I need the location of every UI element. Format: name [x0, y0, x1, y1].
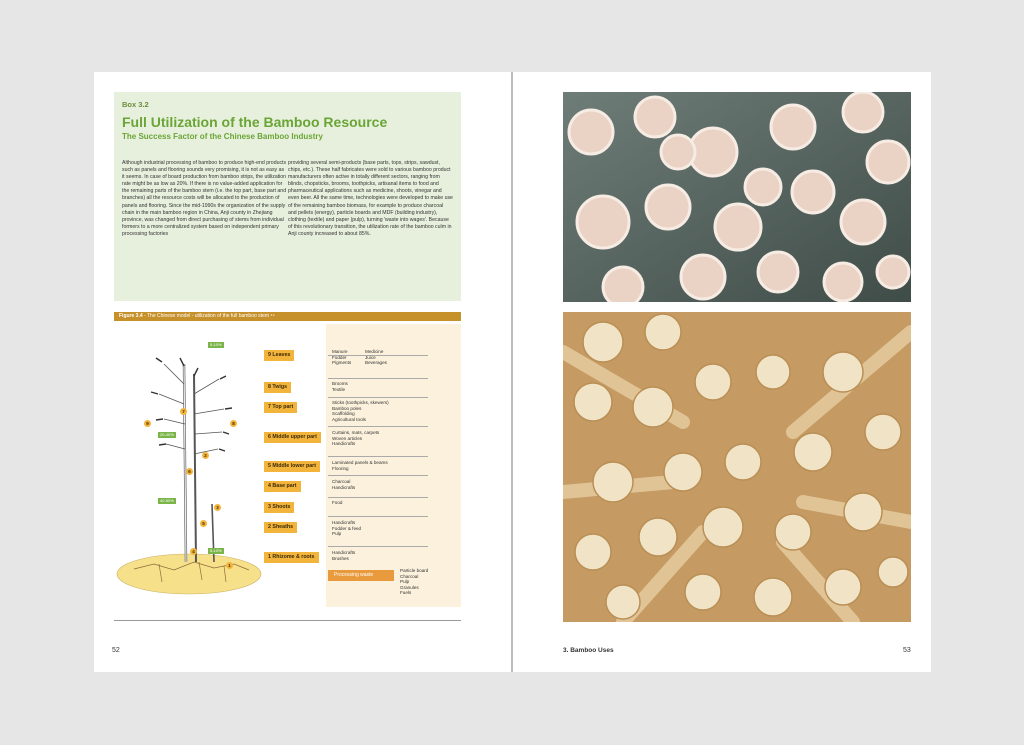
part-number: 3 — [214, 504, 221, 511]
part-number: 2 — [202, 452, 209, 459]
photo-bamboo-culm-ends — [563, 92, 911, 302]
category-base-part: 4 Base part — [264, 481, 301, 492]
box-text-column-2: providing several semi-products (base parts, tops, strips, sawdust, chips, etc.). These half fabricates were sold to various bamboo product manufacturers often active in totally different sectors, ranging from blinds, chopsticks, brooms, toothpicks, artisanal items to food and pharmaceutical applications such as medicine, shoots, vinegar and even beer. All the same time, technologies were developed to make use of the remaining bamboo biomass, for example to produce charcoal and pellets (energy), particle boards and MDF (building industry), clothing (textile) and paper (pulp), turning 'waste into wages'. Because of this revolutionary transition, the utilization rate of the bamboo culm in Anji county increased to about 85%. — [288, 160, 453, 237]
category-middle-lower: 5 Middle lower part — [264, 461, 320, 472]
percentage-label: 5-10% — [210, 342, 222, 347]
box-title: Full Utilization of the Bamboo Resource — [122, 114, 388, 130]
left-page — [94, 72, 511, 672]
part-number: 6 — [186, 468, 193, 475]
running-footer: 3. Bamboo Uses — [563, 647, 614, 654]
category-top-part: 7 Top part — [264, 402, 297, 413]
uses-middle-lower: Laminated panels & beams Flooring — [332, 460, 388, 471]
box-subtitle: The Success Factor of the Chinese Bamboo Industry — [122, 132, 323, 141]
branches — [159, 364, 224, 454]
page-number-right: 53 — [903, 647, 911, 654]
box-label: Box 3.2 — [122, 100, 149, 109]
uses-top-part: Sticks (toothpicks, skewers) Bamboo poles Scaffolding Agricultural tools — [332, 400, 389, 422]
percentage-label: 40-50% — [160, 498, 174, 503]
divider — [328, 456, 428, 457]
category-rhizome: 1 Rhizome & roots — [264, 552, 319, 563]
figure-bamboo-utilization — [114, 324, 461, 619]
part-number: 1 — [226, 562, 233, 569]
uses-middle-upper: Curtains, mats, carpets Woven articles Handicrafts — [332, 430, 380, 447]
percentage-label: 20-40% — [160, 432, 174, 437]
processing-waste-label: Processing waste — [328, 570, 394, 581]
right-page — [513, 72, 931, 672]
category-leaves: 9 Leaves — [264, 350, 294, 361]
divider — [328, 426, 428, 427]
processing-waste-uses: Particle board Charcoal Pulp Granules Fuels — [400, 568, 429, 596]
percentage-label: 5-10% — [210, 548, 222, 553]
divider — [328, 397, 428, 398]
box-text-column-1: Although industrial processing of bamboo to produce high-end products such as panels and flooring sounds very promising, it is not as easy as it seems. In case of board production from bamboo strips, the utilization rate might be as low as 20%. If there is no value-added application for the remaining parts of the bamboo stem (i.e. the top part, base part and branches) all the resource costs will be allocated to the production of panels and flooring. Since the mid-1990s the organization of the supply chain in the main bamboo region in China, Anji county in Zhejiang province, was changed from direct purchasing of stems from individual formers to a more centralized system based on independent primary processing factories — [122, 160, 287, 237]
category-middle-upper: 6 Middle upper part — [264, 432, 321, 443]
uses-shoots: Food — [332, 500, 343, 505]
part-number: 7 — [180, 408, 187, 415]
category-shoots: 3 Shoots — [264, 502, 294, 513]
second-culm — [194, 374, 196, 562]
figure-label: Figure 3.4 — [119, 313, 143, 319]
figure-header — [114, 312, 461, 321]
category-sheaths: 2 Sheaths — [264, 522, 297, 533]
divider — [328, 497, 428, 498]
divider — [328, 516, 428, 517]
part-number: 9 — [144, 420, 151, 427]
uses-rhizome: Handicrafts Brushes — [332, 550, 356, 561]
soil-mound — [117, 554, 261, 594]
part-number: 8 — [230, 420, 237, 427]
photo-bamboo-sticks — [563, 312, 911, 622]
divider — [328, 475, 428, 476]
divider — [328, 378, 428, 379]
uses-leaves-2: Medicine Juice Beverages — [365, 349, 387, 366]
box-3-2 — [114, 92, 461, 301]
figure-rule — [114, 620, 461, 621]
uses-leaves: Manure Fodder Pigments — [332, 349, 352, 366]
figure-caption: - The Chinese model - utilization of the full bamboo stem ⁴⁴ — [142, 313, 275, 319]
uses-base-part: Charcoal Handicrafts — [332, 479, 356, 490]
part-number: 4 — [190, 548, 197, 555]
page-number-left: 52 — [112, 647, 120, 654]
category-twigs: 8 Twigs — [264, 382, 291, 393]
divider — [328, 546, 428, 547]
part-number: 5 — [200, 520, 207, 527]
uses-sheaths: Handicrafts Fodder & feed Pulp — [332, 520, 362, 537]
uses-twigs: Brooms Textile — [332, 381, 348, 392]
